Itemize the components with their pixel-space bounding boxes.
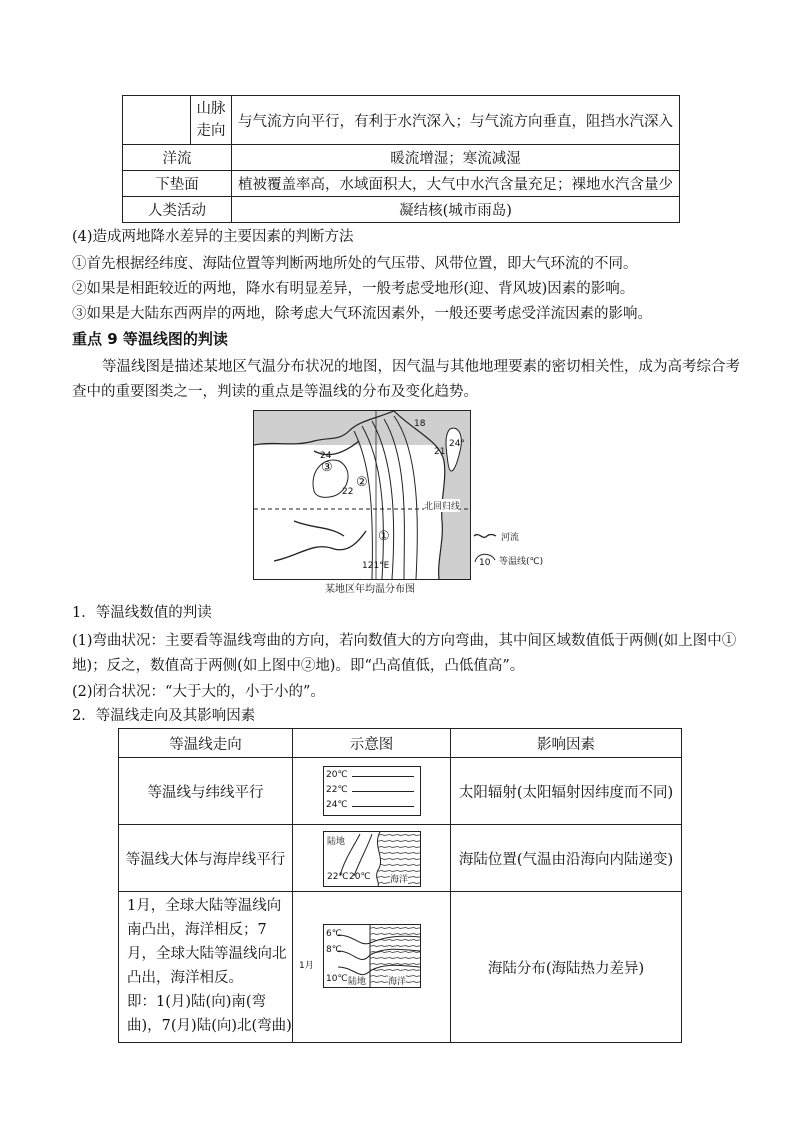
diagram-cell: 1月 6℃ 8℃ 10℃ 陆地 海洋 [293, 892, 451, 1043]
map-point-3: ③ [321, 460, 333, 475]
part1-line3: (2)闭合状况：“大于大的，小于小的”。 [72, 684, 325, 700]
diagram-cell [293, 758, 451, 825]
table-header: 影响因素 [451, 729, 682, 758]
table-row [119, 825, 682, 892]
map-label-21: 21 [434, 447, 446, 457]
legend-isotherm-value: 10 [479, 558, 491, 568]
table-cell-category: 下垫面 [123, 171, 232, 197]
table-cell-desc: 植被覆盖率高，水域面积大，大气中水汽含量充足；裸地水汽含量少 [232, 171, 680, 197]
legend-isotherm: 等温线(℃) [499, 557, 544, 567]
section4-title: (4)造成两地降水差异的主要因素的判断方法 [72, 229, 354, 245]
section4-item: ③如果是大陆东西两岸的两地，除考虑大气环流因素外，一般还要考虑受洋流因素的影响。 [72, 306, 652, 322]
map-point-1: ① [378, 529, 390, 544]
table-cell-desc: 与气流方向平行，有利于水汽深入；与气流方向垂直，阻挡水汽深入 [232, 96, 680, 145]
factor-table [122, 95, 680, 223]
key9-title: 重点 9 等温线图的判读 [72, 330, 228, 348]
table-header-row [119, 729, 682, 758]
part1-line2: 地)；反之，数值高于两侧(如上图中②地)。即“凸高值低，凸低值高”。 [72, 658, 525, 674]
isotherm-map [253, 410, 471, 580]
part2-title: 2．等温线走向及其影响因素 [72, 708, 256, 724]
section4-item: ①首先根据经纬度、海陆位置等判断两地所处的气压带、风带位置，即大气环流的不同。 [72, 256, 638, 272]
map-label-24: 24 [320, 451, 332, 461]
table-row [119, 892, 682, 1043]
diagram-cell [293, 825, 451, 892]
key9-intro-2: 查中的重要图类之一，判读的重点是等温线的分布及变化趋势。 [72, 384, 478, 400]
map-point-2: ② [356, 475, 368, 490]
factor-cell: 海陆分布(海陆热力差异) [451, 892, 682, 1043]
map-legend [473, 528, 563, 574]
land-sea-diagram: 6℃ 8℃ 10℃ 陆地 海洋 [323, 924, 421, 988]
map-label-tropic: 北回归线 [424, 499, 460, 512]
table-row [123, 96, 680, 145]
isotherm-direction-table [118, 728, 682, 1043]
table-cell-category: 山脉 走向 [191, 96, 232, 145]
latitude-parallel-diagram: 20℃ 22℃ 24℃ [323, 766, 421, 816]
table-header: 示意图 [293, 729, 451, 758]
table-row [123, 145, 680, 171]
part1-line1: (1)弯曲状况：主要看等温线弯曲的方向，若向数值大的方向弯曲，其中间区域数值低于两侧(如上图中① [72, 633, 737, 649]
map-caption: 某地区年均温分布图 [325, 584, 415, 595]
key9-intro-1: 等温线图是描述某地区气温分布状况的地图，因气温与其他地理要素的密切相关性，成为高考综合考 [102, 359, 740, 375]
table-cell-empty [123, 96, 191, 145]
table-header: 等温线走向 [119, 729, 293, 758]
coastline-diagram: 陆地 22℃ 20℃ 海洋 [323, 831, 421, 887]
table-cell-desc: 凝结核(城市雨岛) [232, 197, 680, 223]
table-row [123, 197, 680, 223]
factor-cell: 海陆位置(气温由沿海向内陆递变) [451, 825, 682, 892]
map-label-lon: 121°E [362, 561, 390, 571]
section4-item: ②如果是相距较近的两地，降水有明显差异，一般考虑受地形(迎、背风坡)因素的影响。 [72, 281, 635, 297]
part1-title: 1．等温线数值的判读 [72, 605, 212, 621]
river-icon [473, 530, 497, 542]
table-cell-category: 洋流 [123, 145, 232, 171]
legend-river: 河流 [501, 533, 520, 543]
map-label-22: 22 [342, 487, 354, 497]
table-row [119, 758, 682, 825]
direction-cell: 等温线大体与海岸线平行 [119, 825, 293, 892]
factor-cell: 太阳辐射(太阳辐射因纬度而不同) [451, 758, 682, 825]
isotherm-map-svg [254, 411, 470, 579]
table-row [123, 171, 680, 197]
table-cell-category: 人类活动 [123, 197, 232, 223]
map-label-lat: 24° [449, 439, 465, 449]
map-label-18: 18 [414, 419, 426, 429]
direction-cell: 1月，全球大陆等温线向 南凸出，海洋相反；7 月，全球大陆等温线向北 凸出，海洋相反。 即：1(月)陆(向)南(弯 曲)，7(月)陆(向)北(弯曲) [119, 892, 293, 1043]
direction-cell: 等温线与纬线平行 [119, 758, 293, 825]
table-cell-desc: 暖流增湿；寒流减湿 [232, 145, 680, 171]
